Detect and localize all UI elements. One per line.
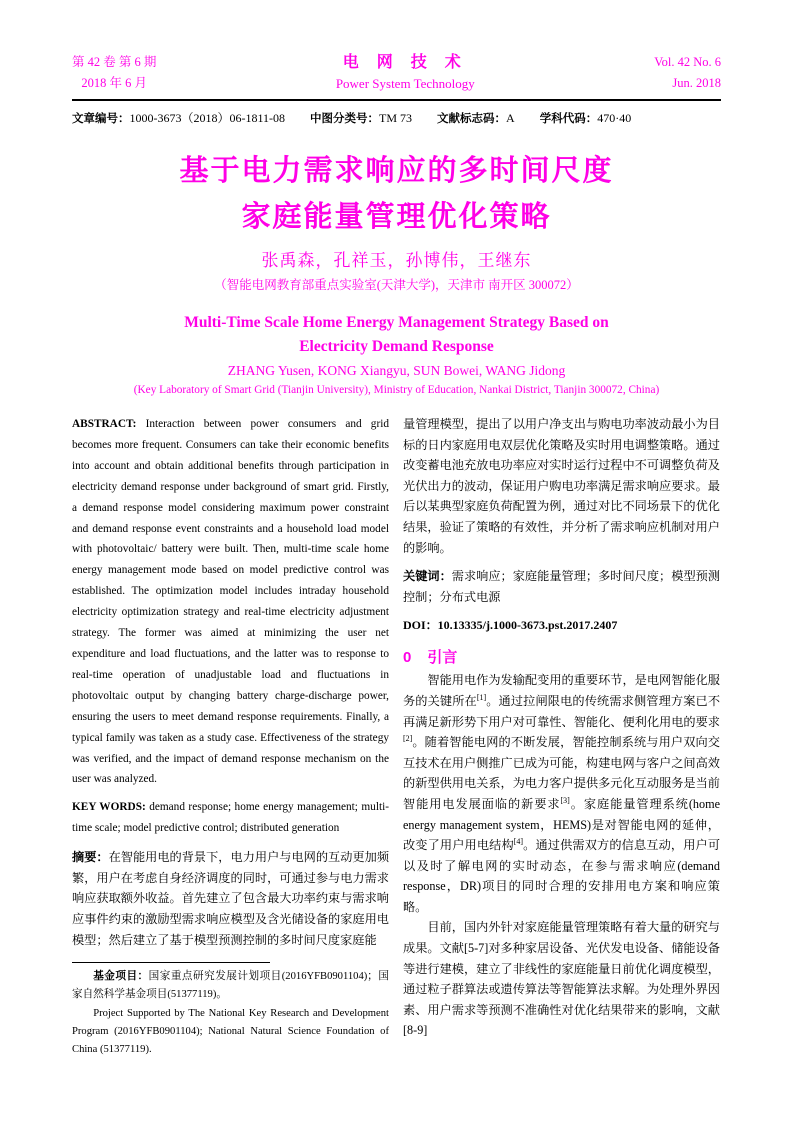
keywords-cn-text: 需求响应；家庭能量管理；多时间尺度；模型预测控制；分布式电源 [403, 569, 721, 604]
intro-paragraph-1: 智能用电作为发输配变用的重要环节，是电网智能化服务的关键所在[1]。通过拉闸限电的传统需求侧管理方案已不再满足新形势下用户对可靠性、智能化、便利化用电的要求[2]。随着智能电网的不断发展，智能控制系统与用户双向交互技术在用户侧推广已成为可能，构建电网与客户之间高效的新型供用电关系，为电力客户提供多元化互动服务是当前智能用电发展面临的新要求[3]。家庭能量管理系统(home energy management system，HEMS)是对智能电网的延伸，改变了用户用电结构[4]。通过供需双方的信息互动，用户可以及时了解电网的实时动态，在参与需求响应(demand response，DR)项目的同时合理的安排用电方案和响应策略。 [403, 673, 721, 914]
volume-issue-cn: 第 42 卷 第 6 期 [72, 55, 157, 69]
section-0-heading [403, 646, 720, 670]
document-code [437, 111, 515, 125]
issue-date-cn: 2018 年 6 月 [81, 76, 148, 90]
abstract-en [72, 414, 389, 790]
paper-title-cn [72, 148, 721, 240]
affiliation-en: (Key Laboratory of Smart Grid (Tianjin University), Ministry of Education, Nankai District, Tianjin 300072, China) [133, 384, 660, 396]
issue-info-en [654, 52, 721, 94]
authors-en: ZHANG Yusen, KONG Xiangyu, SUN Bowei, WANG Jidong [227, 363, 566, 378]
authors-cn: 张禹森，孔祥玉，孙博伟，王继东 [261, 251, 532, 270]
keywords-en [72, 797, 389, 839]
clc-label: 中图分类号： [310, 113, 380, 125]
paper-title-en [72, 311, 721, 359]
article-id [72, 111, 285, 125]
footnote [72, 962, 389, 1059]
keywords-en-text: demand response; home energy management; multi-time scale; model predictive control; distributed generation [72, 801, 389, 835]
issue-date-en: Jun. 2018 [672, 76, 721, 90]
footnote-funding-cn [72, 968, 389, 1004]
doi-line [403, 616, 720, 633]
clc-value: TM 73 [379, 111, 413, 125]
document-code-value: A [506, 111, 515, 125]
journal-header [72, 52, 721, 94]
paper-title-cn-line2: 家庭能量管理优化策略 [241, 201, 552, 233]
abstract-en-label: ABSTRACT: [72, 418, 146, 430]
paper-title-en-line2: Electricity Demand Response [299, 338, 494, 355]
journal-title-block [156, 52, 654, 94]
abstract-en-text: Interaction between power consumers and grid becomes more frequent. Consumers can take their economic benefits into account and obtain additional benefits through participation in electricity demand response under background of smart grid. Firstly, a demand response model considering maximum power constraint and demand response event constraints and a household load model with photovoltaic/ battery were built. Then, multi-time scale home energy management mode based on model predictive control was established. The optimization model includes intraday household electricity optimization strategy and real-time electricity adjustment strategy. The former was aimed at minimizing the user net expenditure and load fluctuations, and the latter was to response to real-time operation of unadjustable load and fluctuations in photovoltaic output by changing battery charge-discharge power, ensuring the users to meet demand response requirements. Finally, a typical family was taken as a study case. Effectiveness of the strategy was verified, and the impact of demand response mechanism on the user was analyzed. [72, 418, 389, 786]
abstract-cn-part1 [72, 847, 389, 950]
affiliation-cn: （智能电网教育部重点实验室(天津大学)，天津市 南开区 300072） [214, 278, 579, 292]
intro-paragraph-2: 目前，国内外针对家庭能量管理策略有着大量的研究与成果。文献[5-7]对多种家居设备、光伏发电设备、储能设备等进行建模，建立了非线性的家庭能量日前优化调度模型，通过粒子群算法或遗传算法等智能算法求解。为处理外界因素、用户需求等预测不准确性对优化结果带来的影响，文献[8-9] [403, 920, 720, 1038]
header-rule [72, 99, 721, 101]
paper-title-en-line1: Multi-Time Scale Home Energy Management Strategy Based on [184, 314, 609, 331]
right-column [403, 414, 720, 1116]
issue-info-cn [72, 52, 156, 94]
abstract-cn-part2: 量管理模型，提出了以用户净支出与购电功率波动最小为目标的日内家庭用电双层优化策略及实时用电调整策略。通过改变蓄电池充放电功率应对实时运行过程中不可调整负荷及光伏出力的波动，保证用户购电功率满足需求响应要求。最后以某典型家庭负荷配置为例，通过对比不同场景下的优化结果，验证了策略的有效性，并分析了需求响应机制对用户的影响。 [403, 417, 720, 555]
left-column [72, 414, 389, 1116]
article-id-value: 1000-3673（2018）06-1811-08 [129, 111, 286, 125]
article-id-label: 文章编号： [72, 113, 130, 125]
subject-code-value: 470·40 [597, 111, 632, 125]
footnote-funding-cn-text: 国家重点研究发展计划项目(2016YFB0901104)；国家自然科学基金项目(51377119)。 [72, 971, 389, 1001]
keywords-cn [403, 566, 720, 607]
doi-value: 10.13335/j.1000-3673.pst.2017.2407 [437, 618, 618, 633]
journal-title-cn: 电 网 技 术 [342, 54, 468, 71]
volume-issue-en: Vol. 42 No. 6 [654, 55, 721, 69]
keywords-cn-label: 关键词： [403, 569, 452, 584]
doi-label: DOI： [403, 618, 438, 633]
clc-number [310, 111, 412, 125]
footnote-funding-cn-label: 基金项目： [93, 971, 149, 983]
section-0-number: 0 [403, 649, 412, 667]
subject-code [540, 111, 632, 125]
document-code-label: 文献标志码： [437, 113, 507, 125]
footnote-rule [72, 962, 270, 963]
keywords-en-label: KEY WORDS: [72, 801, 150, 814]
subject-code-label: 学科代码： [539, 113, 598, 125]
journal-title-en: Power System Technology [335, 76, 475, 91]
section-0-title: 引言 [427, 649, 458, 667]
abstract-cn-text-left: 在智能用电的背景下，电力用户与电网的互动更加频繁，用户在考虑自身经济调度的同时，可通过参与电力需求响应获取额外收益。首先建立了包含最大功率约束与需求响应事件约束的激励型需求响应模型及含光储设备的家庭用电模型；然后建立了基于模型预测控制的多时间尺度家庭能 [72, 850, 390, 947]
footnote-funding-en: Project Supported by The National Key Research and Development Program (2016YFB0901104); National Natural Science Foundation of China (51377119). [72, 1007, 389, 1055]
abstract-cn-label: 摘要： [72, 850, 109, 865]
two-column-body [72, 414, 721, 1116]
article-meta-line [72, 109, 721, 126]
paper-title-cn-line1: 基于电力需求响应的多时间尺度 [179, 155, 614, 187]
